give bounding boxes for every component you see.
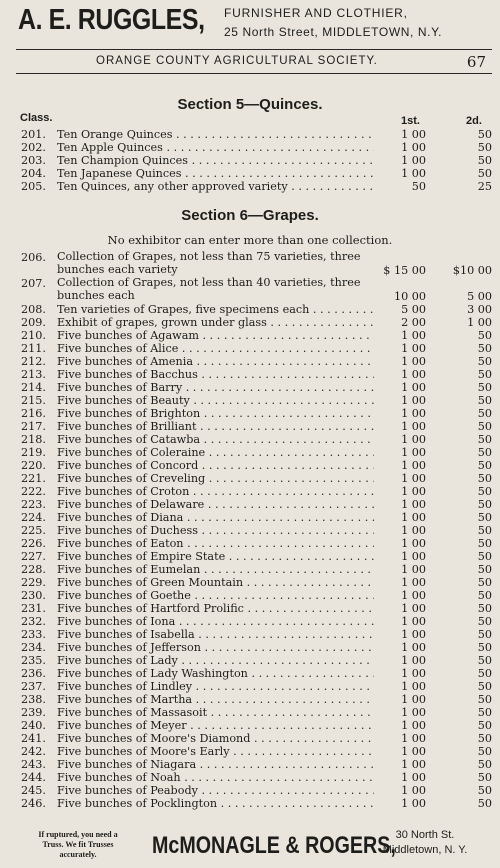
entry-description: Five bunches of Martha . . . <box>57 693 374 706</box>
table-row <box>0 784 500 797</box>
class-number: 216. <box>21 407 46 420</box>
entry-description: Five bunches of Goethe . . . <box>57 589 374 602</box>
second-prize: 50 <box>477 654 492 667</box>
second-prize: 50 <box>477 167 492 180</box>
second-prize: 50 <box>477 693 492 706</box>
entry-description: Five bunches of Concord . . . <box>57 459 374 472</box>
entry-description: Ten Orange Quinces . . . <box>57 128 374 141</box>
table-row <box>0 563 500 576</box>
first-prize: 1 00 <box>401 459 426 472</box>
entry-description: Exhibit of grapes, grown under glass . . . <box>57 316 374 329</box>
entry-description: Ten Apple Quinces . . . <box>57 141 374 154</box>
table-row <box>0 667 500 680</box>
second-prize: 50 <box>477 368 492 381</box>
second-prize: 50 <box>477 511 492 524</box>
table-row <box>0 167 500 180</box>
first-prize: 1 00 <box>401 407 426 420</box>
entry-description: Five bunches of Coleraine . . . <box>57 446 374 459</box>
entry-description: Five bunches of Jefferson . . . <box>57 641 374 654</box>
first-prize: 1 00 <box>401 498 426 511</box>
entry-description: Five bunches of Bacchus . . . <box>57 368 374 381</box>
second-prize: 50 <box>477 329 492 342</box>
first-prize: 1 00 <box>401 355 426 368</box>
entry-description: Five bunches of Niagara . . . <box>57 758 374 771</box>
class-number: 222. <box>21 485 46 498</box>
table-row <box>0 654 500 667</box>
table-row <box>0 719 500 732</box>
table-row <box>0 641 500 654</box>
class-number: 236. <box>21 667 46 680</box>
table-row <box>0 433 500 446</box>
table-row <box>0 128 500 141</box>
table-row <box>0 141 500 154</box>
entry-description: Five bunches of Brilliant . . . <box>57 420 374 433</box>
table-row <box>0 472 500 485</box>
second-prize: 50 <box>477 615 492 628</box>
first-prize: 1 00 <box>401 771 426 784</box>
second-prize: 50 <box>477 394 492 407</box>
table-row <box>0 303 500 316</box>
class-number: 228. <box>21 563 46 576</box>
entry-description: Five bunches of Iona . . . <box>57 615 374 628</box>
class-number: 205. <box>21 180 46 193</box>
class-number: 202. <box>21 141 46 154</box>
second-prize: 50 <box>477 128 492 141</box>
entry-description: Five bunches of Moore's Diamond . . . <box>57 732 374 745</box>
second-prize: 1 00 <box>467 316 492 329</box>
second-prize: 50 <box>477 732 492 745</box>
second-prize: 5 00 <box>467 290 492 303</box>
class-number: 234. <box>21 641 46 654</box>
first-prize: 1 00 <box>401 654 426 667</box>
class-number: 207. <box>21 277 46 290</box>
class-number: 212. <box>21 355 46 368</box>
entry-description: Five bunches of Eumelan . . . <box>57 563 374 576</box>
entry-description: Five bunches of Barry . . . <box>57 381 374 394</box>
class-number: 220. <box>21 459 46 472</box>
page-number: 67 <box>466 53 486 71</box>
first-prize: 1 00 <box>401 602 426 615</box>
entry-description: Five bunches of Noah . . . <box>57 771 374 784</box>
table-row <box>0 693 500 706</box>
entry-description: Five bunches of Peabody . . . <box>57 784 374 797</box>
class-number: 225. <box>21 524 46 537</box>
first-prize: 1 00 <box>401 641 426 654</box>
table-row <box>0 368 500 381</box>
first-prize: 1 00 <box>401 368 426 381</box>
first-prize: 1 00 <box>401 693 426 706</box>
table-row <box>0 180 500 193</box>
first-prize: 1 00 <box>401 154 426 167</box>
class-number: 243. <box>21 758 46 771</box>
table-row <box>0 758 500 771</box>
second-prize: 50 <box>477 459 492 472</box>
second-prize: 50 <box>477 381 492 394</box>
table-row <box>0 154 500 167</box>
table-row <box>0 316 500 329</box>
second-prize: 50 <box>477 680 492 693</box>
second-prize: 50 <box>477 154 492 167</box>
table-row <box>0 459 500 472</box>
advertiser-name: A. E. RUGGLES, <box>18 4 205 36</box>
class-number: 241. <box>21 732 46 745</box>
first-prize: 1 00 <box>401 329 426 342</box>
first-prize: 1 00 <box>401 342 426 355</box>
second-prize: 50 <box>477 628 492 641</box>
entry-description: Ten Quinces, any other approved variety . . . <box>57 180 374 193</box>
table-row <box>0 446 500 459</box>
entry-description: Five bunches of Massasoit . . . <box>57 706 374 719</box>
entry-description: Five bunches of Pocklington . . . <box>57 797 374 810</box>
page-header <box>0 0 500 48</box>
class-number: 221. <box>21 472 46 485</box>
entry-description: Five bunches of Diana . . . <box>57 511 374 524</box>
first-prize: 1 00 <box>401 394 426 407</box>
class-number: 239. <box>21 706 46 719</box>
table-row <box>0 680 500 693</box>
class-number: 238. <box>21 693 46 706</box>
first-prize: 10 00 <box>393 290 426 303</box>
table-row <box>0 537 500 550</box>
first-prize: $ 15 00 <box>383 264 426 277</box>
entry-description: Five bunches of Lady . . . <box>57 654 374 667</box>
entry-description: Five bunches of Alice . . . <box>57 342 374 355</box>
class-number: 244. <box>21 771 46 784</box>
class-number: 237. <box>21 680 46 693</box>
truss-notice-line: If ruptured, you need a <box>38 830 118 839</box>
class-number: 215. <box>21 394 46 407</box>
section-6-title: Section 6—Grapes. <box>181 207 319 224</box>
first-prize: 1 00 <box>401 141 426 154</box>
second-prize: 50 <box>477 472 492 485</box>
first-prize: 1 00 <box>401 524 426 537</box>
section-6-note: No exhibitor can enter more than one collection. <box>107 233 393 247</box>
first-prize: 1 00 <box>401 615 426 628</box>
first-prize: 1 00 <box>401 550 426 563</box>
table-row <box>0 797 500 810</box>
first-prize-column-header: 1st. <box>401 115 420 127</box>
class-number: 231. <box>21 602 46 615</box>
second-prize: 50 <box>477 550 492 563</box>
table-row <box>0 576 500 589</box>
entry-description: Five bunches of Amenia . . . <box>57 355 374 368</box>
first-prize: 1 00 <box>401 706 426 719</box>
second-prize: 50 <box>477 563 492 576</box>
second-prize: 50 <box>477 758 492 771</box>
first-prize: 1 00 <box>401 732 426 745</box>
entry-description: Five bunches of Hartford Prolific . . . <box>57 602 374 615</box>
class-column-header: Class. <box>20 112 53 124</box>
table-row <box>0 550 500 563</box>
table-row <box>0 628 500 641</box>
class-number: 233. <box>21 628 46 641</box>
class-number: 201. <box>21 128 46 141</box>
first-prize: 1 00 <box>401 589 426 602</box>
second-prize: 50 <box>477 537 492 550</box>
second-prize: 50 <box>477 420 492 433</box>
class-number: 230. <box>21 589 46 602</box>
header-rule-top <box>16 49 492 50</box>
table-row <box>0 706 500 719</box>
entry-description: Five bunches of Beauty . . . <box>57 394 374 407</box>
second-prize: 50 <box>477 576 492 589</box>
second-prize: 50 <box>477 602 492 615</box>
entry-description: Ten Champion Quinces . . . <box>57 154 374 167</box>
second-prize: 50 <box>477 745 492 758</box>
class-number: 240. <box>21 719 46 732</box>
table-row <box>0 355 500 368</box>
first-prize: 1 00 <box>401 511 426 524</box>
second-prize: 50 <box>477 706 492 719</box>
second-prize: 50 <box>477 797 492 810</box>
table-row <box>0 251 500 277</box>
first-prize: 1 00 <box>401 758 426 771</box>
truss-notice-line: accurately. <box>59 850 97 859</box>
entry-description: Ten Japanese Quinces . . . <box>57 167 374 180</box>
class-number: 218. <box>21 433 46 446</box>
table-row <box>0 381 500 394</box>
second-prize: 50 <box>477 524 492 537</box>
first-prize: 2 00 <box>401 316 426 329</box>
second-prize: 50 <box>477 433 492 446</box>
first-prize: 50 <box>411 180 426 193</box>
table-row <box>0 524 500 537</box>
first-prize: 1 00 <box>401 433 426 446</box>
table-row <box>0 485 500 498</box>
entry-description: Five bunches of Agawam . . . <box>57 329 374 342</box>
table-row <box>0 407 500 420</box>
first-prize: 1 00 <box>401 472 426 485</box>
first-prize: 1 00 <box>401 667 426 680</box>
first-prize: 1 00 <box>401 784 426 797</box>
second-prize-column-header: 2d. <box>466 115 482 127</box>
second-prize: 3 00 <box>467 303 492 316</box>
table-row <box>0 771 500 784</box>
first-prize: 1 00 <box>401 485 426 498</box>
class-number: 226. <box>21 537 46 550</box>
class-number: 235. <box>21 654 46 667</box>
entry-description: Five bunches of Lindley . . . <box>57 680 374 693</box>
table-row <box>0 615 500 628</box>
class-number: 206. <box>21 251 46 264</box>
class-number: 204. <box>21 167 46 180</box>
footer-advertiser-name: McMONAGLE & ROGERS, <box>152 832 396 859</box>
entry-description: Five bunches of Duchess . . . <box>57 524 374 537</box>
class-number: 242. <box>21 745 46 758</box>
truss-notice-line: Truss. We fit Trusses <box>42 840 114 849</box>
class-number: 217. <box>21 420 46 433</box>
second-prize: 50 <box>477 446 492 459</box>
entry-description: Five bunches of Creveling . . . <box>57 472 374 485</box>
class-number: 229. <box>21 576 46 589</box>
first-prize: 1 00 <box>401 563 426 576</box>
second-prize: $10 00 <box>452 264 492 277</box>
entry-description: Collection of Grapes, not less than 40 varieties, three bunches each <box>57 277 361 302</box>
second-prize: 50 <box>477 719 492 732</box>
second-prize: 50 <box>477 141 492 154</box>
first-prize: 1 00 <box>401 628 426 641</box>
entry-description: Ten varieties of Grapes, five specimens each . . . <box>57 303 374 316</box>
entry-description: Five bunches of Moore's Early . . . <box>57 745 374 758</box>
class-number: 208. <box>21 303 46 316</box>
entry-description: Five bunches of Eaton . . . <box>57 537 374 550</box>
entry-description: Five bunches of Isabella . . . <box>57 628 374 641</box>
table-row <box>0 732 500 745</box>
class-number: 210. <box>21 329 46 342</box>
section-6-table <box>0 251 500 810</box>
class-number: 214. <box>21 381 46 394</box>
second-prize: 50 <box>477 407 492 420</box>
class-number: 209. <box>21 316 46 329</box>
second-prize: 50 <box>477 498 492 511</box>
second-prize: 25 <box>477 180 492 193</box>
table-row <box>0 420 500 433</box>
second-prize: 50 <box>477 342 492 355</box>
entry-description: Five bunches of Green Mountain . . . <box>57 576 374 589</box>
first-prize: 1 00 <box>401 797 426 810</box>
entry-description: Five bunches of Catawba . . . <box>57 433 374 446</box>
class-number: 219. <box>21 446 46 459</box>
first-prize: 1 00 <box>401 745 426 758</box>
section-5-title: Section 5—Quinces. <box>177 96 323 113</box>
advertiser-address: 25 North Street, MIDDLETOWN, N.Y. <box>224 25 443 39</box>
table-row <box>0 745 500 758</box>
table-row <box>0 589 500 602</box>
footer-advertiser-address <box>370 828 480 858</box>
entry-description: Five bunches of Lady Washington . . . <box>57 667 374 680</box>
class-number: 227. <box>21 550 46 563</box>
second-prize: 50 <box>477 641 492 654</box>
class-number: 246. <box>21 797 46 810</box>
footer-address-line: 30 North St. <box>395 829 455 841</box>
class-number: 223. <box>21 498 46 511</box>
running-title: ORANGE COUNTY AGRICULTURAL SOCIETY. <box>96 55 378 67</box>
class-number: 213. <box>21 368 46 381</box>
entry-description: Five bunches of Croton . . . <box>57 485 374 498</box>
table-row <box>0 329 500 342</box>
class-number: 245. <box>21 784 46 797</box>
first-prize: 1 00 <box>401 680 426 693</box>
first-prize: 1 00 <box>401 537 426 550</box>
class-number: 211. <box>21 342 46 355</box>
table-row <box>0 277 500 303</box>
first-prize: 1 00 <box>401 167 426 180</box>
section-5-table <box>0 128 500 193</box>
first-prize: 1 00 <box>401 719 426 732</box>
class-number: 224. <box>21 511 46 524</box>
first-prize: 5 00 <box>401 303 426 316</box>
first-prize: 1 00 <box>401 420 426 433</box>
table-row <box>0 602 500 615</box>
second-prize: 50 <box>477 355 492 368</box>
table-row <box>0 342 500 355</box>
class-number: 232. <box>21 615 46 628</box>
table-row <box>0 394 500 407</box>
footer-address-line: Middletown, N. Y. <box>382 844 468 856</box>
table-row <box>0 498 500 511</box>
second-prize: 50 <box>477 589 492 602</box>
entry-description: Five bunches of Delaware . . . <box>57 498 374 511</box>
entry-description: Five bunches of Brighton . . . <box>57 407 374 420</box>
entry-description: Collection of Grapes, not less than 75 varieties, three bunches each variety <box>57 251 361 276</box>
second-prize: 50 <box>477 771 492 784</box>
first-prize: 1 00 <box>401 576 426 589</box>
second-prize: 50 <box>477 784 492 797</box>
first-prize: 1 00 <box>401 128 426 141</box>
table-row <box>0 511 500 524</box>
truss-notice <box>8 830 148 860</box>
second-prize: 50 <box>477 667 492 680</box>
first-prize: 1 00 <box>401 446 426 459</box>
second-prize: 50 <box>477 485 492 498</box>
advertiser-trade: FURNISHER AND CLOTHIER, <box>224 6 408 20</box>
first-prize: 1 00 <box>401 381 426 394</box>
entry-description: Five bunches of Meyer . . . <box>57 719 374 732</box>
class-number: 203. <box>21 154 46 167</box>
header-rule-bottom <box>16 73 492 74</box>
page-footer-advert <box>0 824 500 868</box>
entry-description: Five bunches of Empire State . . . <box>57 550 374 563</box>
